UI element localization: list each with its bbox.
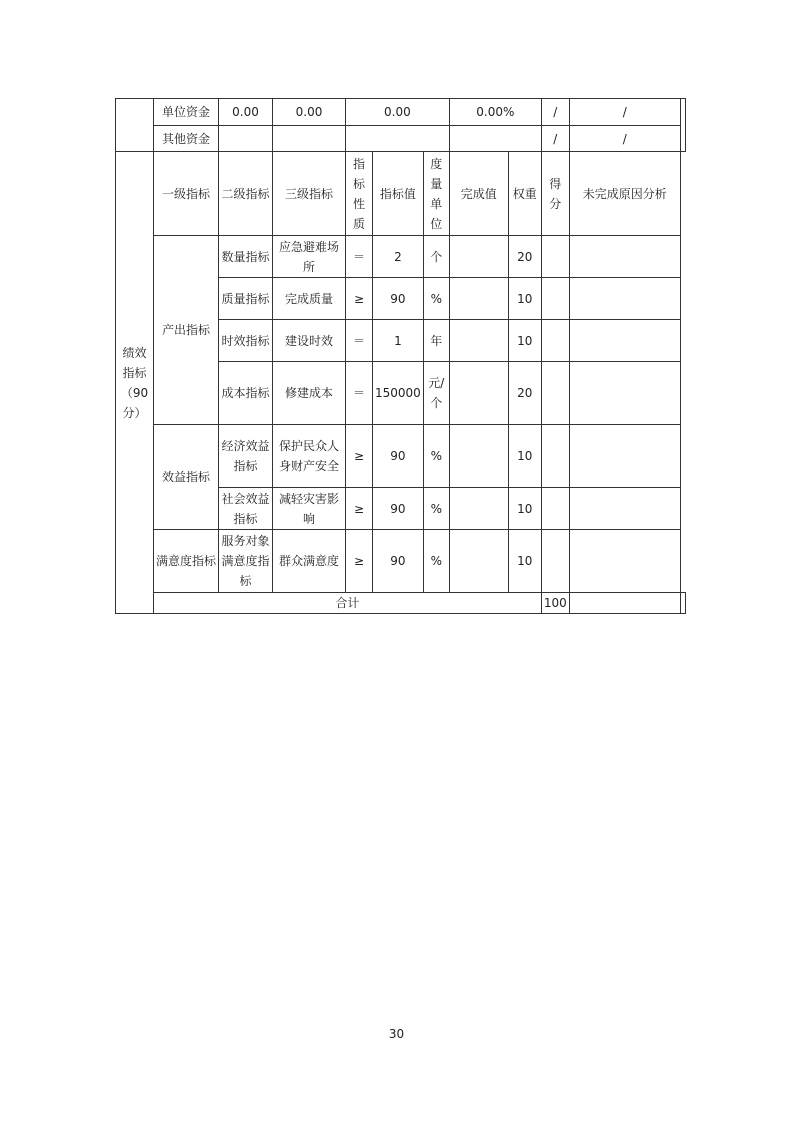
indicator-reason bbox=[569, 320, 680, 362]
total-reason bbox=[680, 593, 685, 614]
group-output: 产出指标 bbox=[154, 236, 219, 425]
indicator-reason bbox=[569, 278, 680, 320]
header-weight: 权重 bbox=[508, 152, 541, 236]
indicator-score bbox=[541, 320, 569, 362]
indicator-l2: 社会效益指标 bbox=[219, 488, 273, 530]
indicator-unit: % bbox=[423, 278, 449, 320]
perf-section-label: 绩效指标（90分） bbox=[116, 152, 154, 614]
fund-value bbox=[346, 126, 450, 152]
header-level3: 三级指标 bbox=[273, 152, 346, 236]
fund-value: 0.00 bbox=[346, 99, 450, 126]
indicator-score bbox=[541, 530, 569, 593]
fund-row bbox=[116, 126, 686, 152]
page-number: 30 bbox=[388, 1027, 405, 1041]
fund-note-cell bbox=[680, 99, 685, 152]
group-satisfaction: 满意度指标 bbox=[154, 530, 219, 593]
indicator-nature: ＝ bbox=[346, 362, 373, 425]
indicator-nature: ＝ bbox=[346, 320, 373, 362]
indicator-value: 90 bbox=[373, 425, 424, 488]
indicator-weight: 10 bbox=[508, 488, 541, 530]
indicator-weight: 10 bbox=[508, 278, 541, 320]
indicator-l2: 成本指标 bbox=[219, 362, 273, 425]
total-row bbox=[116, 593, 686, 614]
indicator-reason bbox=[569, 236, 680, 278]
indicator-done bbox=[449, 488, 508, 530]
fund-value bbox=[449, 126, 541, 152]
indicator-l2: 经济效益指标 bbox=[219, 425, 273, 488]
indicator-nature: ＝ bbox=[346, 236, 373, 278]
indicator-l3: 减轻灾害影响 bbox=[273, 488, 346, 530]
indicator-weight: 10 bbox=[508, 530, 541, 593]
indicator-unit: % bbox=[423, 425, 449, 488]
performance-table bbox=[115, 98, 686, 614]
indicator-weight: 20 bbox=[508, 362, 541, 425]
fund-value: / bbox=[569, 126, 680, 152]
fund-label: 单位资金 bbox=[154, 99, 219, 126]
indicator-done bbox=[449, 320, 508, 362]
indicator-weight: 20 bbox=[508, 236, 541, 278]
fund-value: 0.00% bbox=[449, 99, 541, 126]
indicator-score bbox=[541, 236, 569, 278]
fund-value: / bbox=[541, 99, 569, 126]
header-level1: 一级指标 bbox=[154, 152, 219, 236]
indicator-done bbox=[449, 530, 508, 593]
indicator-unit: 个 bbox=[423, 236, 449, 278]
indicator-done bbox=[449, 278, 508, 320]
indicator-unit: % bbox=[423, 530, 449, 593]
fund-value: / bbox=[541, 126, 569, 152]
indicator-l3: 群众满意度 bbox=[273, 530, 346, 593]
indicator-l3: 完成质量 bbox=[273, 278, 346, 320]
header-reason: 未完成原因分析 bbox=[569, 152, 680, 236]
indicator-l3: 修建成本 bbox=[273, 362, 346, 425]
indicator-l2: 时效指标 bbox=[219, 320, 273, 362]
indicator-unit: 元/个 bbox=[423, 362, 449, 425]
fund-section-cell bbox=[116, 99, 154, 152]
indicator-score bbox=[541, 425, 569, 488]
indicator-score bbox=[541, 278, 569, 320]
indicator-unit: % bbox=[423, 488, 449, 530]
indicator-nature: ≥ bbox=[346, 488, 373, 530]
indicator-row bbox=[116, 530, 686, 593]
indicator-weight: 10 bbox=[508, 320, 541, 362]
fund-value bbox=[273, 126, 346, 152]
indicator-value: 150000 bbox=[373, 362, 424, 425]
group-benefit: 效益指标 bbox=[154, 425, 219, 530]
indicator-l2: 数量指标 bbox=[219, 236, 273, 278]
indicator-value: 1 bbox=[373, 320, 424, 362]
perf-header-row bbox=[116, 152, 686, 236]
indicator-l3: 建设时效 bbox=[273, 320, 346, 362]
header-done: 完成值 bbox=[449, 152, 508, 236]
indicator-reason bbox=[569, 362, 680, 425]
indicator-l3: 保护民众人身财产安全 bbox=[273, 425, 346, 488]
indicator-done bbox=[449, 425, 508, 488]
indicator-reason bbox=[569, 488, 680, 530]
indicator-done bbox=[449, 236, 508, 278]
indicator-done bbox=[449, 362, 508, 425]
fund-label: 其他资金 bbox=[154, 126, 219, 152]
indicator-l3: 应急避难场所 bbox=[273, 236, 346, 278]
indicator-reason bbox=[569, 425, 680, 488]
fund-value: 0.00 bbox=[273, 99, 346, 126]
header-nature: 指标性质 bbox=[346, 152, 373, 236]
indicator-value: 2 bbox=[373, 236, 424, 278]
total-weight: 100 bbox=[541, 593, 569, 614]
header-score: 得分 bbox=[541, 152, 569, 236]
indicator-score bbox=[541, 488, 569, 530]
indicator-value: 90 bbox=[373, 530, 424, 593]
fund-row bbox=[116, 99, 686, 126]
indicator-nature: ≥ bbox=[346, 530, 373, 593]
header-value: 指标值 bbox=[373, 152, 424, 236]
fund-value: 0.00 bbox=[219, 99, 273, 126]
indicator-l2: 质量指标 bbox=[219, 278, 273, 320]
indicator-row bbox=[116, 425, 686, 488]
fund-value bbox=[219, 126, 273, 152]
total-label: 合计 bbox=[154, 593, 542, 614]
indicator-nature: ≥ bbox=[346, 425, 373, 488]
indicator-value: 90 bbox=[373, 488, 424, 530]
indicator-nature: ≥ bbox=[346, 278, 373, 320]
header-unit: 度量单位 bbox=[423, 152, 449, 236]
indicator-l2: 服务对象满意度指标 bbox=[219, 530, 273, 593]
indicator-weight: 10 bbox=[508, 425, 541, 488]
indicator-value: 90 bbox=[373, 278, 424, 320]
indicator-score bbox=[541, 362, 569, 425]
indicator-row bbox=[116, 236, 686, 278]
header-level2: 二级指标 bbox=[219, 152, 273, 236]
total-score bbox=[569, 593, 680, 614]
fund-value: / bbox=[569, 99, 680, 126]
indicator-unit: 年 bbox=[423, 320, 449, 362]
indicator-reason bbox=[569, 530, 680, 593]
